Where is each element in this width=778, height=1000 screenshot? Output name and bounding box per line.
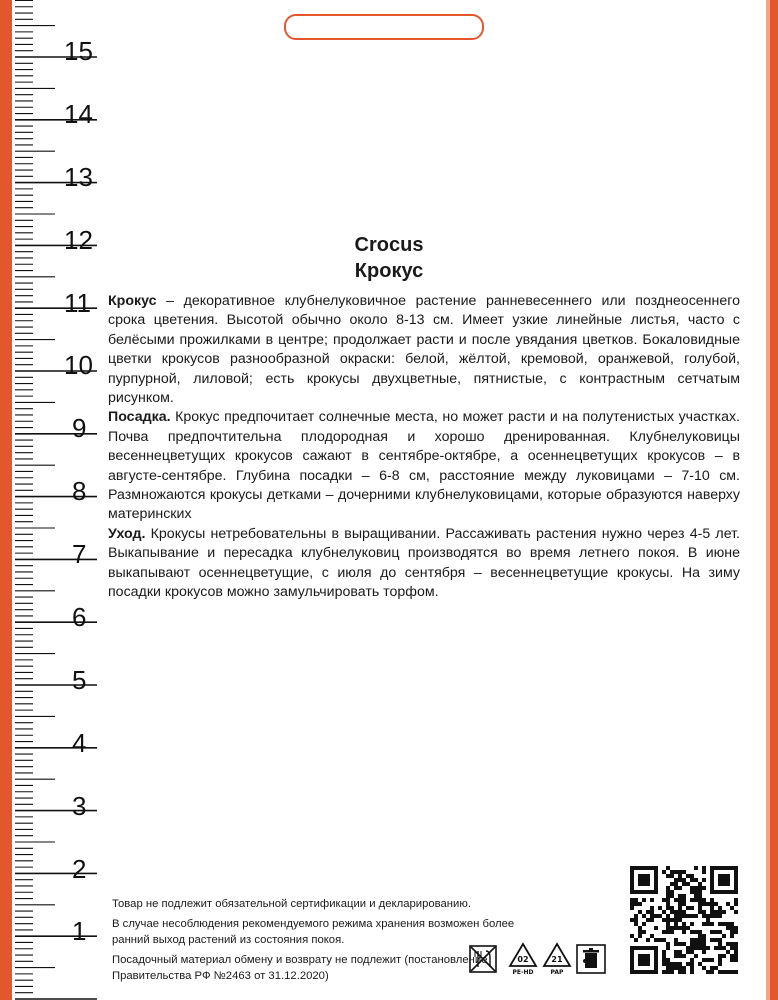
recycle-label-1: PE-HD bbox=[512, 969, 534, 976]
text-care: Крокусы нетребовательны в выращивании. Рассаживать растения нужно через 4-5 лет. Выкапывание и пересадка клубнелуковиц производятся во время летнего покоя. В июне выкапывают осеннецветущие, с июля до сентября – весеннецветущие крокусы. На зиму посадки крокусов можно замульчировать торфом. bbox=[108, 525, 740, 601]
paragraph-care bbox=[108, 525, 740, 603]
text-about: – декоративное клубнелуковичное растение ранневесеннего или позднеосеннего срока цветения. Высотой обычно около 8-13 см. Имеет узкие линейные листья, часто с белёсыми прожилками в центре; продолжает расти и после увядания цветков. Бокаловидные цветки крокусов разнообразной окраски: белой, жёлтой, кремовой, оранжевой, голубой, пурпурной, лиловой; есть крокусы двухцветные, пятнистые, с контрастным сетчатым рисунком. bbox=[108, 293, 740, 407]
ruler-number-12: 12 bbox=[64, 225, 93, 255]
return-note: Посадочный материал обмену и возврату не подлежит (постановление Правительства РФ №2463 от 31.12.2020) bbox=[112, 954, 488, 982]
ruler-number-9: 9 bbox=[72, 413, 87, 443]
heading-care: Уход. bbox=[108, 525, 146, 542]
recycle-code-2: 21 bbox=[551, 955, 563, 964]
ruler-number-1: 1 bbox=[72, 916, 87, 946]
ruler-number-8: 8 bbox=[72, 476, 87, 506]
ruler-number-13: 13 bbox=[64, 162, 93, 192]
paragraph-planting bbox=[108, 408, 740, 524]
description bbox=[108, 292, 740, 603]
qr-code-icon bbox=[630, 866, 738, 974]
ruler-number-10: 10 bbox=[64, 350, 93, 380]
ruler-number-4: 4 bbox=[72, 728, 87, 758]
paragraph-about bbox=[108, 292, 740, 408]
recycle-pehd-icon bbox=[508, 942, 538, 976]
ruler-number-15: 15 bbox=[64, 36, 93, 66]
ruler-number-7: 7 bbox=[72, 539, 87, 569]
ruler-number-14: 14 bbox=[64, 99, 93, 129]
right-edge-stripe bbox=[766, 0, 778, 1000]
heading-planting: Посадка. bbox=[108, 409, 171, 426]
trash-bin-icon bbox=[576, 942, 606, 976]
storage-note: В случае несоблюдения рекомендуемого режима хранения возможен более ранний выход растений из состояния покоя. bbox=[112, 918, 515, 946]
ruler-number-11: 11 bbox=[64, 288, 91, 318]
recycle-pap-icon bbox=[542, 942, 572, 976]
ruler-number-5: 5 bbox=[72, 665, 87, 695]
recycle-code-1: 02 bbox=[517, 955, 529, 964]
package-icons bbox=[468, 942, 608, 982]
ruler-number-3: 3 bbox=[72, 791, 87, 821]
hanger-hole bbox=[284, 0, 484, 40]
heading-about: Крокус bbox=[108, 293, 157, 309]
text-planting: Крокус предпочитает солнечные места, но может расти и на полутенистых участках. Почва предпочтительна плодородная и хорошо дренированная. Клубнелуковицы весеннецветущих крокусов сажают в сентябре-октябре, а осеннецветущих крокусов – в августе-сентябре. Глубина посадки – 6-8 см, расстояние между луковицами – 7-10 см. Размножаются крокусы детками – дочерними клубнелуковицами, которые образуются наверху материнских bbox=[108, 409, 740, 523]
no-food-contact-icon bbox=[468, 942, 498, 976]
recycle-label-2: PAP bbox=[550, 969, 564, 976]
certification-note: Товар не подлежит обязательной сертификации и декларированию. bbox=[112, 898, 471, 910]
hanger-slot bbox=[284, 14, 484, 40]
title-latin: Crocus bbox=[354, 234, 424, 256]
ruler-number-6: 6 bbox=[72, 602, 87, 632]
title-russian: Крокус bbox=[354, 260, 424, 282]
ruler-number-2: 2 bbox=[72, 854, 87, 884]
